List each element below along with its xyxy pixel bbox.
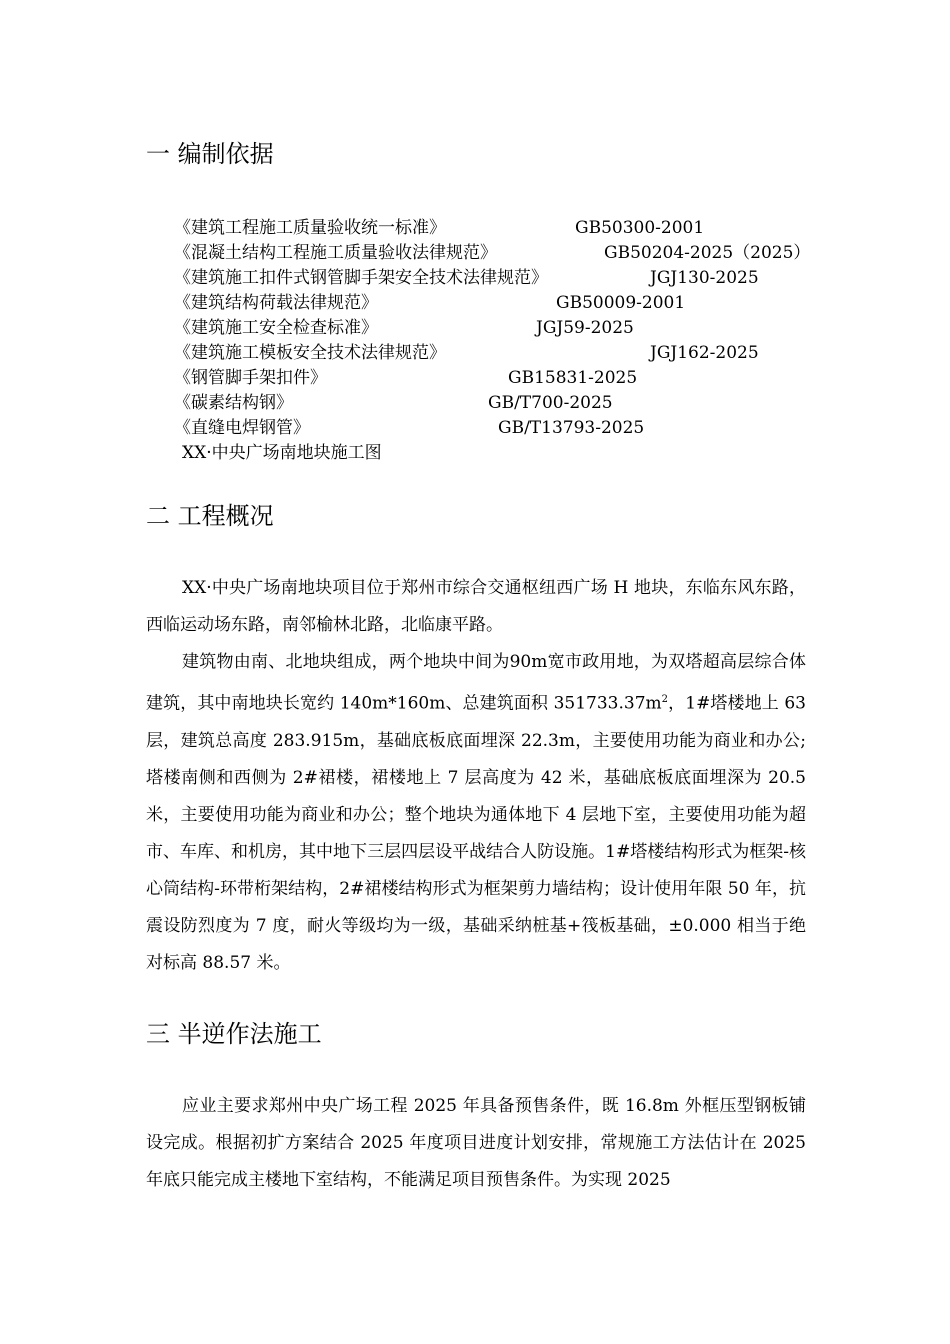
ref-code: GB/T700-2025 — [488, 393, 613, 413]
drawing-reference: XX·中央广场南地块施工图 — [182, 443, 382, 463]
section-heading-semi-topdown: 三 半逆作法施工 — [146, 1020, 322, 1048]
ref-code: JGJ130-2025 — [650, 268, 759, 288]
ref-name: 《钢管脚手架扣件》 — [174, 368, 327, 388]
ref-name: 《建筑施工扣件式钢管脚手架安全技术法律规范》 — [174, 268, 548, 288]
area-unit-superscript: 2 — [661, 694, 669, 705]
semi-topdown-paragraph: 应业主要求郑州中央广场工程 2025 年具备预售条件，既 16.8m 外框压型钢板铺设完成。根据初扩方案结合 2025 年度项目进度计划安排，常规施工方法估计在 2025 年底只能完成主楼地下室结构，不能满足项目预售条件。为实现 2025 — [146, 1096, 806, 1190]
ref-code: GB/T13793-2025 — [498, 418, 645, 438]
section-heading-basis: 一 编制依据 — [146, 140, 274, 168]
overview-paragraph-location: XX·中央广场南地块项目位于郑州市综合交通枢纽西广场 H 地块，东临东风东路，西临运动场东路，南邻榆林北路，北临康平路。 — [146, 578, 806, 635]
overview-text-part1: 建筑物由南、北地块组成，两个地块中间为90m宽市政用地，为双塔超高层综合体建筑，其中南地块长宽约 140m*160m、总建筑面积 351733.37m — [146, 652, 806, 714]
ref-code: GB50009-2001 — [556, 293, 686, 313]
ref-code: GB15831-2025 — [508, 368, 638, 388]
ref-code: JGJ162-2025 — [650, 343, 759, 363]
ref-code: GB50300-2001 — [575, 218, 705, 238]
ref-name: 《建筑施工安全检查标准》 — [174, 318, 378, 338]
ref-name: 《建筑施工模板安全技术法律规范》 — [174, 343, 446, 363]
ref-name: 《碳素结构钢》 — [174, 393, 293, 413]
ref-name: 《建筑结构荷载法律规范》 — [174, 293, 378, 313]
section-heading-overview: 二 工程概况 — [146, 502, 274, 530]
ref-name: 《混凝土结构工程施工质量验收法律规范》 — [174, 243, 497, 263]
ref-name: 《直缝电焊钢管》 — [174, 418, 310, 438]
ref-code: JGJ59-2025 — [536, 318, 634, 338]
overview-text-part2: ，1#塔楼地上 63 层，建筑总高度 283.915m，基础底板底面埋深 22.3m，主要使用功能为商业和办公;塔楼南侧和西侧为 2#裙楼，裙楼地上 7 层高度为 42 米，基础底板底面埋深为 20.5 米，主要使用功能为商业和办公；整个地块为通体地下 4 层地下室，主要使用功能为超市、车库、和机房，其中地下三层四层设平战结合人防设施。1#塔楼结构形式为框架-核心筒结构-环带桁架结构，2#裙楼结构形式为框架剪力墙结构；设计使用年限 50 年，抗震设防烈度为 7 度，耐火等级均为一级，基础采纳桩基+筏板基础，±0.000 相当于绝对标高 88.57 米。 — [146, 693, 806, 973]
ref-name: 《建筑工程施工质量验收统一标准》 — [174, 218, 446, 238]
overview-paragraph-building — [146, 644, 806, 982]
ref-code: GB50204-2025（2025） — [604, 243, 811, 263]
